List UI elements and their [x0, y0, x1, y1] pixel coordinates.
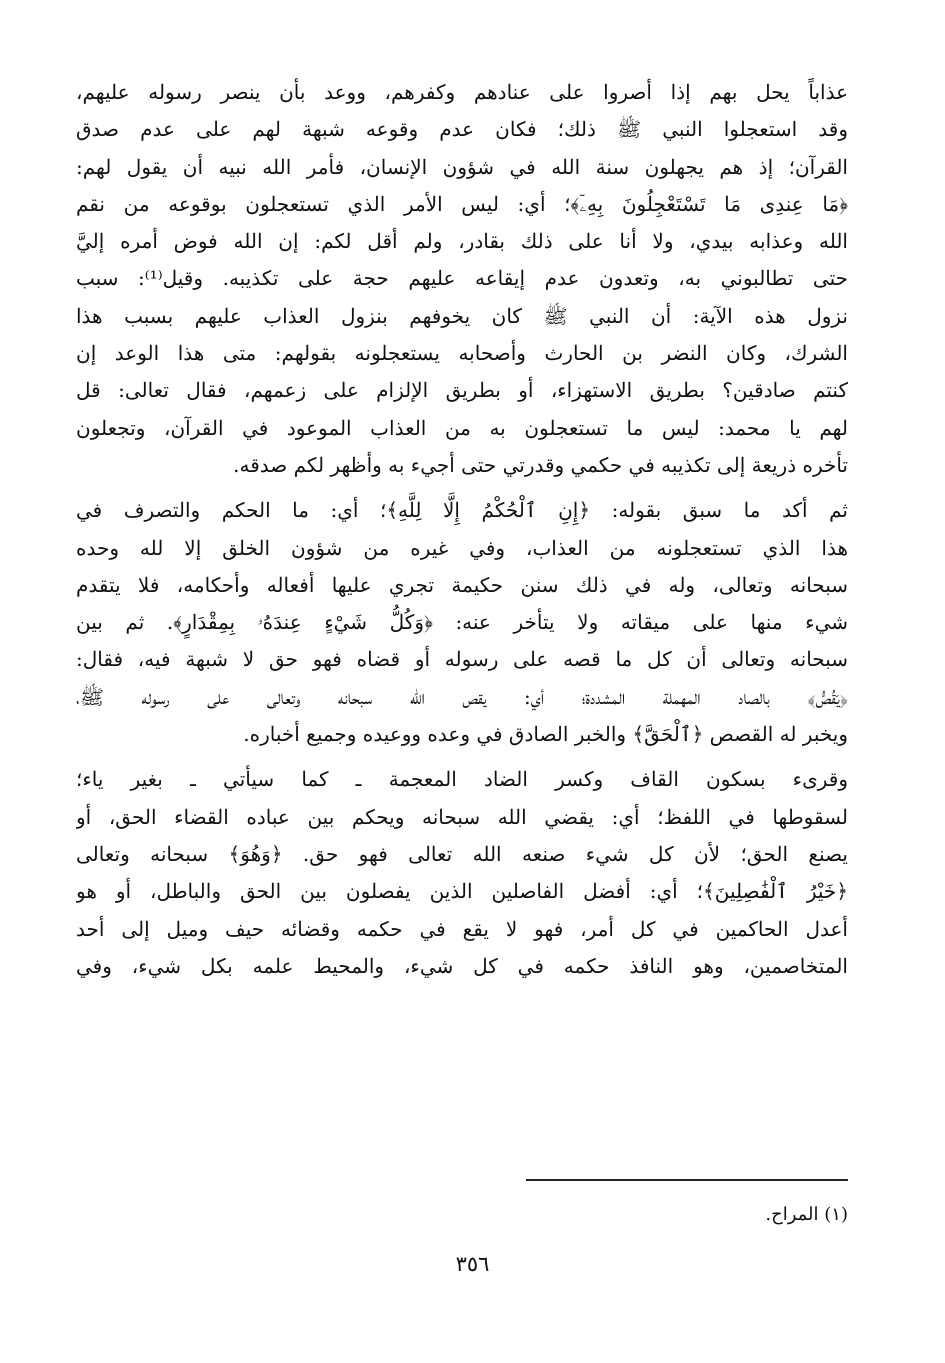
text-line: ويخبر له القصص ﴿ٱلْحَقَّ﴾ والخبر الصادق في وعده ووعيده وجميع أخباره. [243, 722, 848, 747]
paragraph-2 [76, 492, 848, 753]
text-line: ﴿خَيْرُ ٱلْفَٰصِلِينَ﴾؛ أي: أفضل الفاصلين الذين يفصلون بين الحق والباطل، أو هو [76, 879, 848, 904]
text-line: سبحانه وتعالى، وله في ذلك سنن حكيمة تجري عليها أفعاله وأحكامه، فلا يتقدم [76, 572, 848, 597]
main-text [76, 74, 848, 985]
page-number: ٣٥٦ [455, 1252, 490, 1276]
text-line: تأخره ذريعة إلى تكذيبه في حكمي وقدرتي حتى أجيء به وأظهر لكم صدقه. [233, 452, 848, 477]
text-line: نزول هذه الآية: أن النبي ﷺ كان يخوفهم بنزول العذاب عليهم بسبب هذا [76, 303, 848, 328]
text-line: القرآن؛ إذ هم يجهلون سنة الله في شؤون الإنسان، فأمر الله نبيه أن يقول لهم: [76, 154, 848, 179]
text-line: ثم أكد ما سبق بقوله: ﴿إِنِ ٱلْحُكْمُ إِلَّا لِلَّهِ﴾؛ أي: ما الحكم والتصرف في [76, 498, 848, 523]
paragraph-1 [76, 74, 848, 484]
text-line: يصنع الحق؛ لأن كل شيء صنعه الله تعالى فهو حق. ﴿وَهُوَ﴾ سبحانه وتعالى [76, 841, 848, 866]
text-line: المتخاصمين، وهو النافذ حكمه في كل شيء، والمحيط علمه بكل شيء، وفي [76, 953, 848, 978]
text-line: كنتم صادقين؟ بطريق الاستهزاء، أو بطريق الإلزام على زعمهم، فقال تعالى: قل [76, 378, 848, 403]
text-line: هذا الذي تستعجلونه من العذاب، وفي غيره من شؤون الخلق إلا لله وحده [76, 535, 848, 560]
paragraph-gap [76, 484, 848, 492]
text-line: ﴿يَقُصُّ﴾ بالصاد المهملة المشددة؛ أي: يقص الله سبحانه وتعالى على رسوله ﷺ، [76, 684, 848, 709]
text-line: أعدل الحاكمين في كل أمر، فهو لا يقع في حكمه وقضائه حيف وميل إلى أحد [76, 916, 848, 941]
text-line: لهم يا محمد: ليس ما تستعجلون به من العذاب الموعود في القرآن، وتجعلون [76, 415, 848, 440]
text-line: الشرك، وكان النضر بن الحارث وأصحابه يستعجلونه بقولهم: متى هذا الوعد إن [76, 341, 848, 366]
text-line: حتى تطالبوني به، وتعدون عدم إيقاعه عليهم حجة على تكذيبه. وقيل⁽¹⁾: سبب [76, 266, 848, 291]
text-line: وقد استعجلوا النبي ﷺ ذلك؛ فكان عدم وقوعه شبهة لهم على عدم صدق [76, 117, 848, 142]
text-line: الله وعذابه بيدي، ولا أنا على ذلك بقادر، ولم أقل لكم: إن الله فوض أمره إليَّ [76, 229, 848, 254]
text-line: سبحانه وتعالى أن كل ما قصه على رسوله أو قضاه فهو حق لا شبهة فيه، فقال: [76, 647, 848, 672]
paragraph-gap [76, 753, 848, 761]
text-line: وقرىء بسكون القاف وكسر الضاد المعجمة ـ كما سيأتي ـ بغير ياء؛ [76, 767, 848, 792]
text-line: عذاباً يحل بهم إذا أصروا على عنادهم وكفرهم، ووعد بأن ينصر رسوله عليهم، [76, 80, 848, 104]
footnote: (١) المراح. [765, 1204, 848, 1225]
text-line: شيء منها على ميقاته ولا يتأخر عنه: ﴿وَكُلُّ شَيْءٍ عِندَهُۥ بِمِقْدَارٍ﴾. ثم بين [76, 610, 848, 635]
text-line: ﴿مَا عِندِى مَا تَسْتَعْجِلُونَ بِهِۦٓ﴾؛ أي: ليس الأمر الذي تستعجلون بوقوعه من نقم [76, 191, 848, 216]
text-line: لسقوطها في اللفظ؛ أي: يقضي الله سبحانه ويحكم بين عباده القضاء الحق، أو [76, 804, 848, 829]
footnote-divider [526, 1179, 848, 1181]
paragraph-3 [76, 761, 848, 985]
